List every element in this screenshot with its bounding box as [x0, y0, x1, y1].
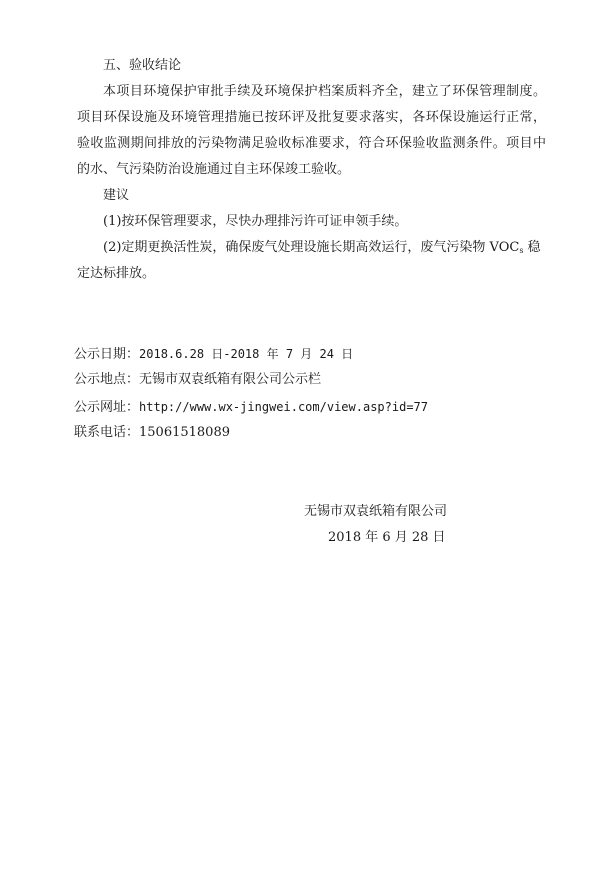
conclusion-line-2: 项目环保设施及环境管理措施已按环评及批复要求落实，各环保设施运行正常，	[77, 110, 546, 125]
notice-phone	[74, 425, 230, 441]
notice-website-value[interactable]: http://www.wx-jingwei.com/view.asp?id=77	[139, 400, 428, 414]
conclusion-line-1: 本项目环境保护审批手续及环境保护档案质料齐全，建立了环保管理制度。	[103, 84, 546, 99]
conclusion-line-4: 的水、气污染防治设施通过自主环保竣工验收。	[77, 162, 351, 177]
suggestion-1: (1)按环保管理要求，尽快办理排污许可证申领手续。	[103, 214, 408, 229]
signature-date: 2018 年 6 月 28 日	[328, 530, 446, 545]
voc-subscript: s	[519, 246, 524, 255]
notice-location-label: 公示地点：	[74, 372, 140, 387]
suggestions-title: 建议	[103, 188, 130, 203]
notice-date-value: 2018.6.28 日-2018 年 7 月 24 日	[139, 347, 354, 361]
conclusion-line-3: 验收监测期间排放的污染物满足验收标准要求，符合环保验收监测条件。项目中	[77, 136, 546, 151]
notice-date	[74, 346, 353, 363]
notice-website	[74, 399, 428, 416]
notice-date-label: 公示日期：	[74, 347, 140, 362]
suggestion-2-text-end: 稳	[523, 240, 541, 255]
section-title: 五、验收结论	[103, 58, 182, 73]
notice-location	[74, 372, 321, 388]
notice-location-value: 无锡市双袁纸箱有限公司公示栏	[139, 372, 322, 387]
suggestion-2-line-2: 定达标排放。	[77, 266, 156, 281]
signature-company: 无锡市双袁纸箱有限公司	[304, 504, 448, 519]
notice-phone-label: 联系电话：	[74, 425, 140, 440]
notice-phone-value: 15061518089	[139, 425, 230, 440]
suggestion-2-text: (2)定期更换活性炭，确保废气处理设施长期高效运行，废气污染物 VOC	[103, 240, 520, 255]
suggestion-2-line-1	[103, 240, 541, 259]
notice-website-label: 公示网址：	[74, 400, 140, 415]
